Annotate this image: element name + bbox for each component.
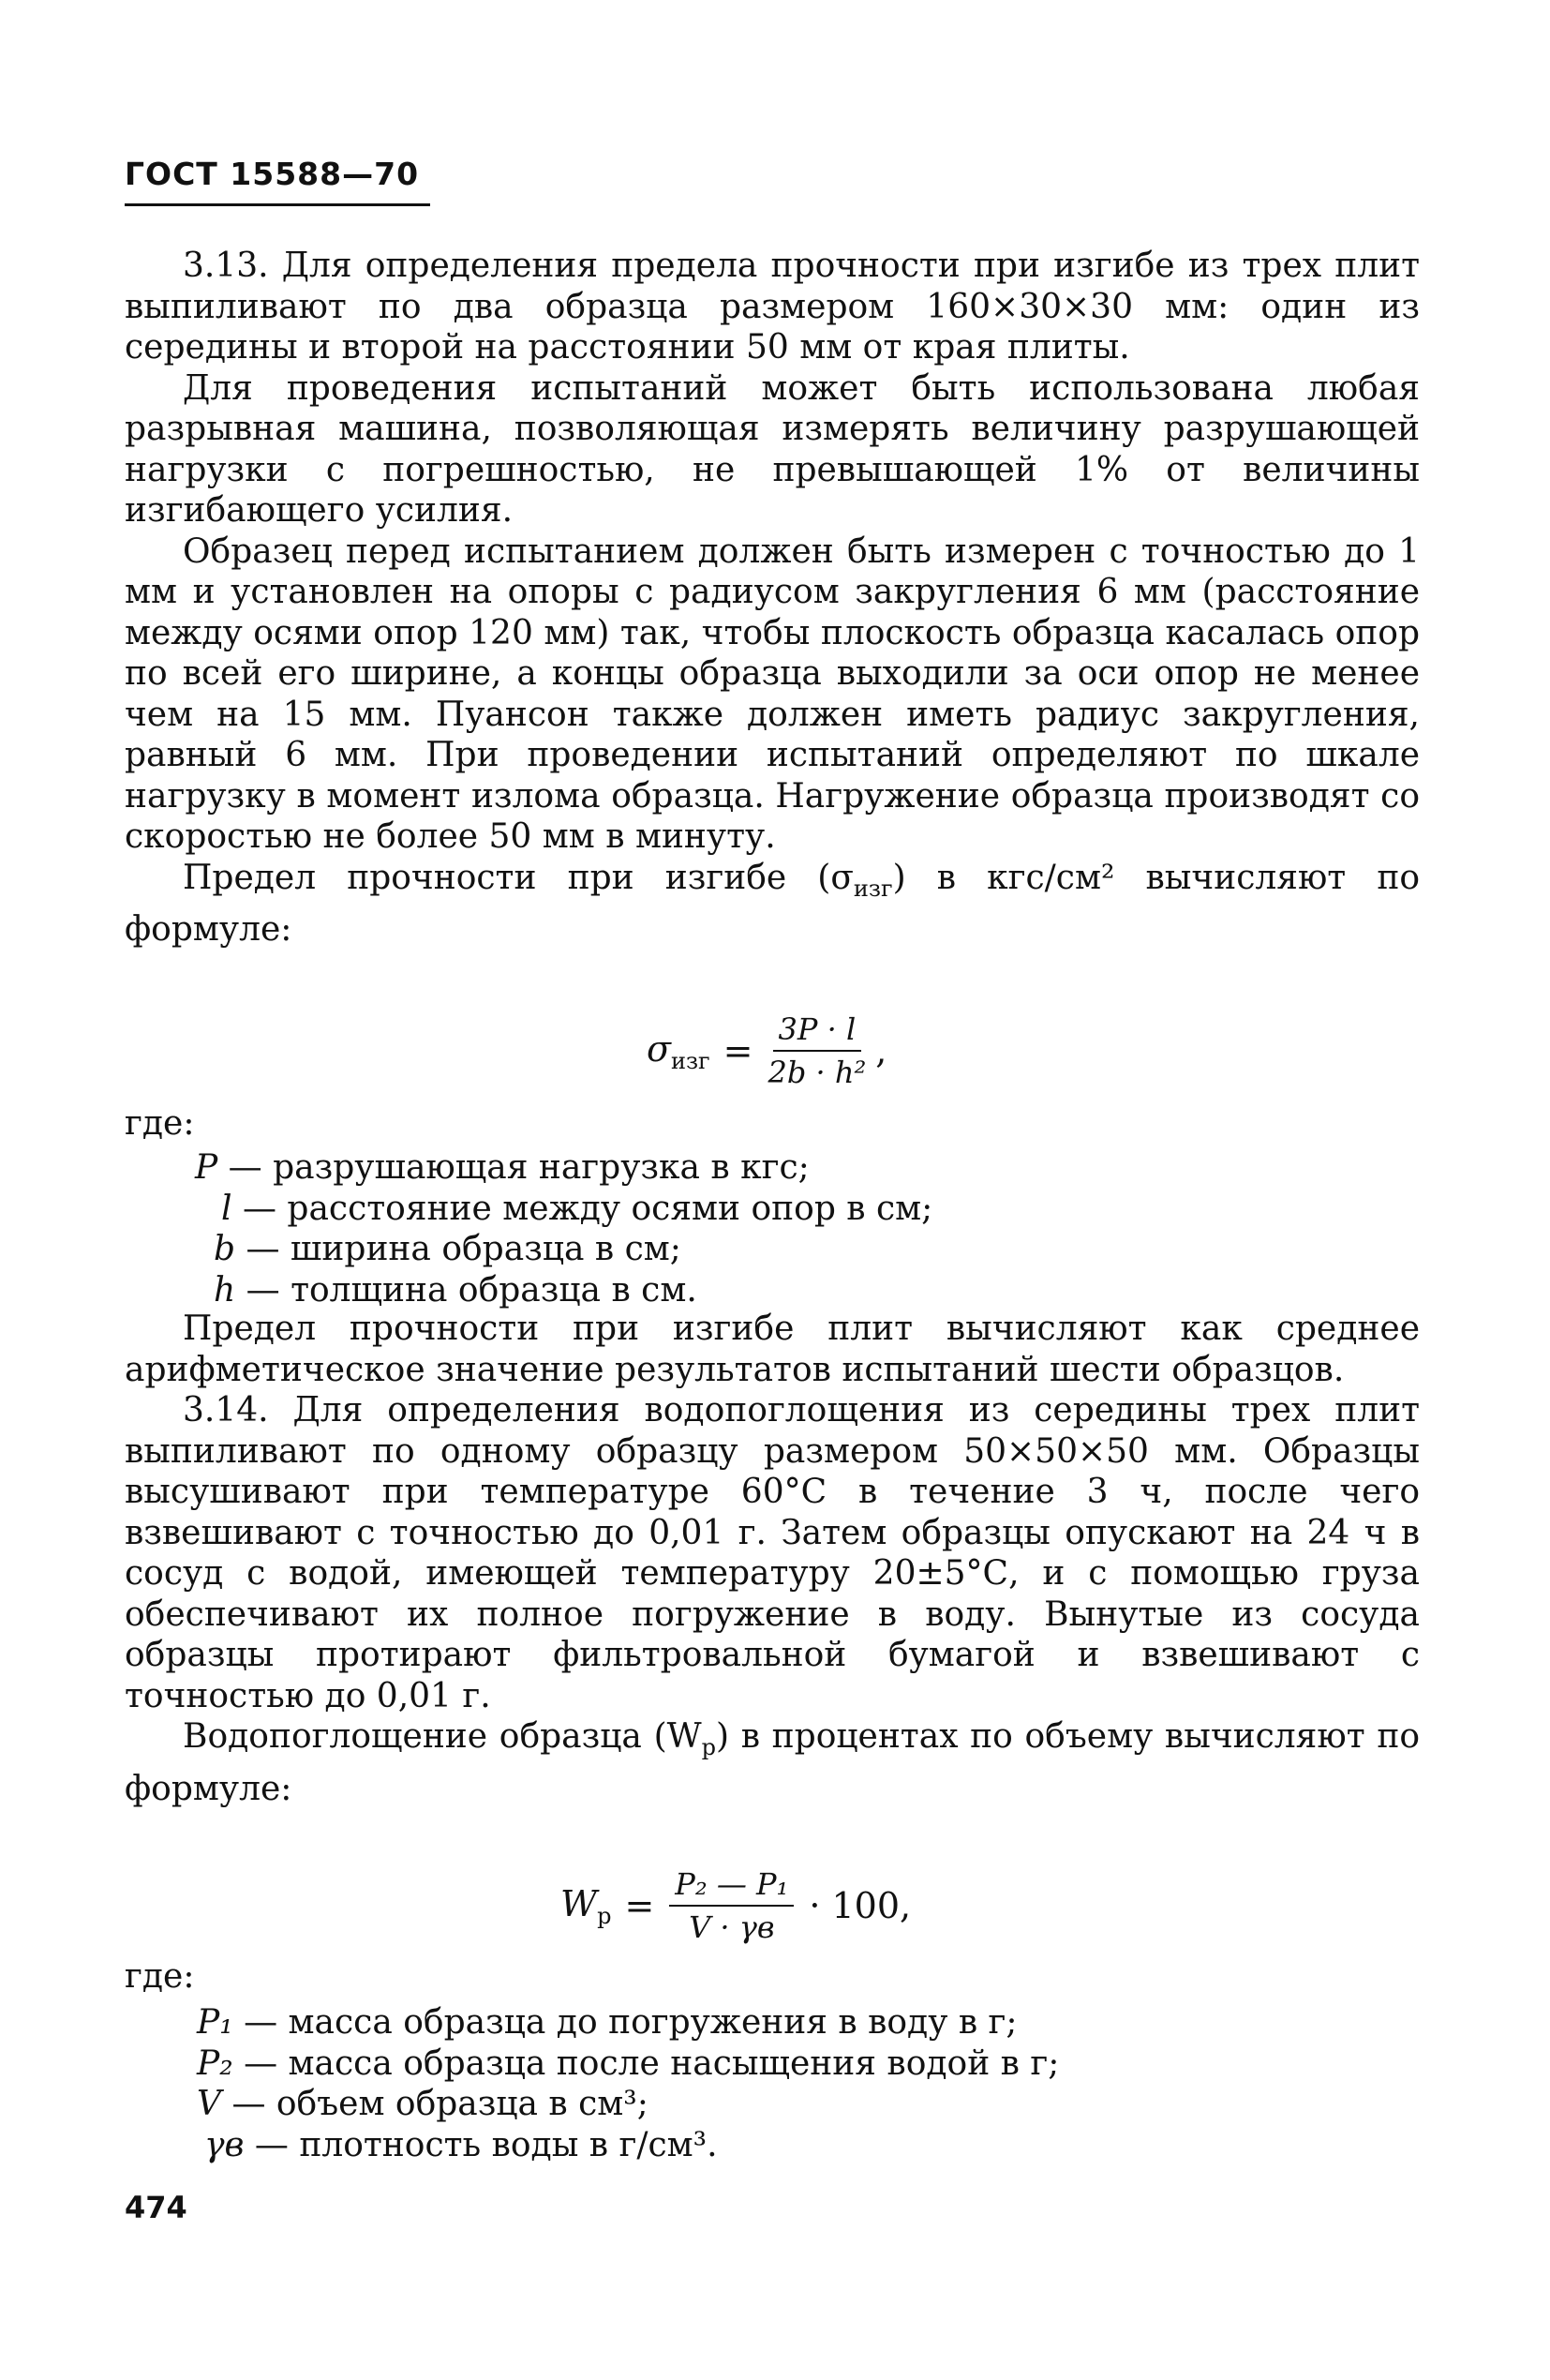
where-label: где: [125, 1104, 195, 1143]
formula-lhs [560, 1883, 611, 1929]
paragraph: 3.14. Для определения водопоглощения из середины трех плит выпиливают по одному образцу размером 50×50×50 мм. Образцы высушивают при температуре 60°С в течение 3 ч, после чего взвешивают с точностью до 0,01 г. Затем образцы опускают на 24 ч в сосуд с водой, имеющей температуру 20±5°С, и с помощью груза обеспечивают их полное погружение в воду. Вынутые из сосуда образцы протирают фильтровальной бумагой и взвешивают с точностью до 0,01 г. [125, 1391, 1420, 1715]
formula-trailing: , [875, 1030, 887, 1071]
definition-item [197, 2002, 1059, 2043]
definition-item [197, 2125, 1059, 2166]
definition-symbol: P₂ [197, 2043, 233, 2083]
definition-item [195, 1189, 932, 1230]
definition-symbol: h [214, 1270, 236, 1310]
formula-symbol: W [560, 1882, 598, 1924]
definition-symbol: b [214, 1230, 236, 1268]
definition-text: — расстояние между осями опор в см; [231, 1189, 933, 1228]
formula-numerator: P₂ — P₁ [669, 1865, 794, 1907]
where-label: где: [125, 1957, 195, 1996]
paragraph [125, 1716, 1420, 1809]
definition-item [195, 1270, 932, 1311]
text-fragment: ) в процентах по объему вычисляют по формуле: [125, 1717, 1420, 1808]
paragraph: Для проведения испытаний может быть использована любая разрывная машина, позволяющая измерять величину разрушающей нагрузки с погрешностью, не превышающей 1% от величины изгибающего усилия. [125, 368, 1420, 530]
water-absorption-formula [560, 1865, 911, 1946]
paragraph: 3.13. Для определения предела прочности при изгибе из трех плит выпиливают по два образца размером 160×30×30 мм: один из середины и второй на расстоянии 50 мм от края плиты. [125, 247, 1420, 367]
formula-lhs [647, 1028, 710, 1074]
definition-item [197, 2043, 1059, 2085]
formula-denominator: V · γв [689, 1909, 775, 1945]
section-3-14-text [125, 1309, 1420, 1809]
definition-symbol: V [197, 2085, 221, 2123]
formula-denominator: 2b · h² [768, 1055, 867, 1090]
paragraph: Образец перед испытанием должен быть измерен с точностью до 1 мм и установлен на опоры с радиусом закругления 6 мм (расстояние между осями опор 120 мм) так, чтобы плоскость образца касалась опор по всей его ширине, а концы образца выходили за оси опор не менее чем на 15 мм. Пуансон также должен иметь радиус закругления, равный 6 мм. При проведении испытаний определяют по шкале нагрузку в момент излома образца. Нагружение образца производят со скоростью не более 50 мм в минуту. [125, 531, 1420, 856]
definition-symbol: P [195, 1148, 218, 1187]
definition-item [197, 2084, 1059, 2125]
formula-subscript: р [597, 1902, 612, 1929]
section-3-13-text [125, 246, 1420, 951]
formula-symbol: σ [647, 1027, 671, 1070]
subscript: изг [853, 875, 893, 902]
definition-text: — разрушающая нагрузка в кгс; [217, 1148, 810, 1187]
document-header: ГОСТ 15588—70 [125, 156, 420, 192]
subscript: р [701, 1734, 716, 1760]
text-fragment: ) в кгс/см² вычисляют по формуле: [125, 858, 1420, 949]
definition-text: — толщина образца в см. [235, 1270, 697, 1310]
paragraph [125, 858, 1420, 951]
page-number: 474 [125, 2190, 187, 2225]
definition-symbol: γв [204, 2125, 245, 2164]
definition-text: — объем образца в см³; [221, 2085, 648, 2123]
definition-text: — масса образца после насыщения водой в г; [232, 2043, 1060, 2083]
formula-numerator: 3P · l [773, 1010, 862, 1052]
definition-item [195, 1147, 932, 1189]
definition-text: — плотность воды в г/см³. [244, 2125, 718, 2164]
definitions-list-1 [195, 1147, 932, 1310]
definitions-list-2 [197, 2002, 1059, 2165]
definition-symbol: P₁ [197, 2003, 233, 2042]
formula-equals: = [624, 1885, 655, 1926]
formula-fraction [768, 1010, 866, 1091]
formula-subscript: изг [670, 1047, 710, 1074]
formula-trailing: · 100, [809, 1885, 912, 1926]
text-fragment: Водопоглощение образца (W [183, 1717, 702, 1756]
formula-equals: = [723, 1030, 753, 1071]
definition-text: — ширина образца в см; [235, 1230, 681, 1268]
text-fragment: Предел прочности при изгибе (σ [183, 858, 854, 897]
definition-symbol: l [221, 1189, 232, 1228]
definition-text: — масса образца до погружения в воду в г; [232, 2003, 1018, 2042]
paragraph: Предел прочности при изгибе плит вычисляют как среднее арифметическое значение результатов испытаний шести образцов. [125, 1310, 1420, 1389]
formula-fraction [669, 1865, 794, 1946]
header-underline [125, 203, 430, 206]
definition-item [195, 1229, 932, 1270]
bending-strength-formula [647, 1010, 887, 1091]
